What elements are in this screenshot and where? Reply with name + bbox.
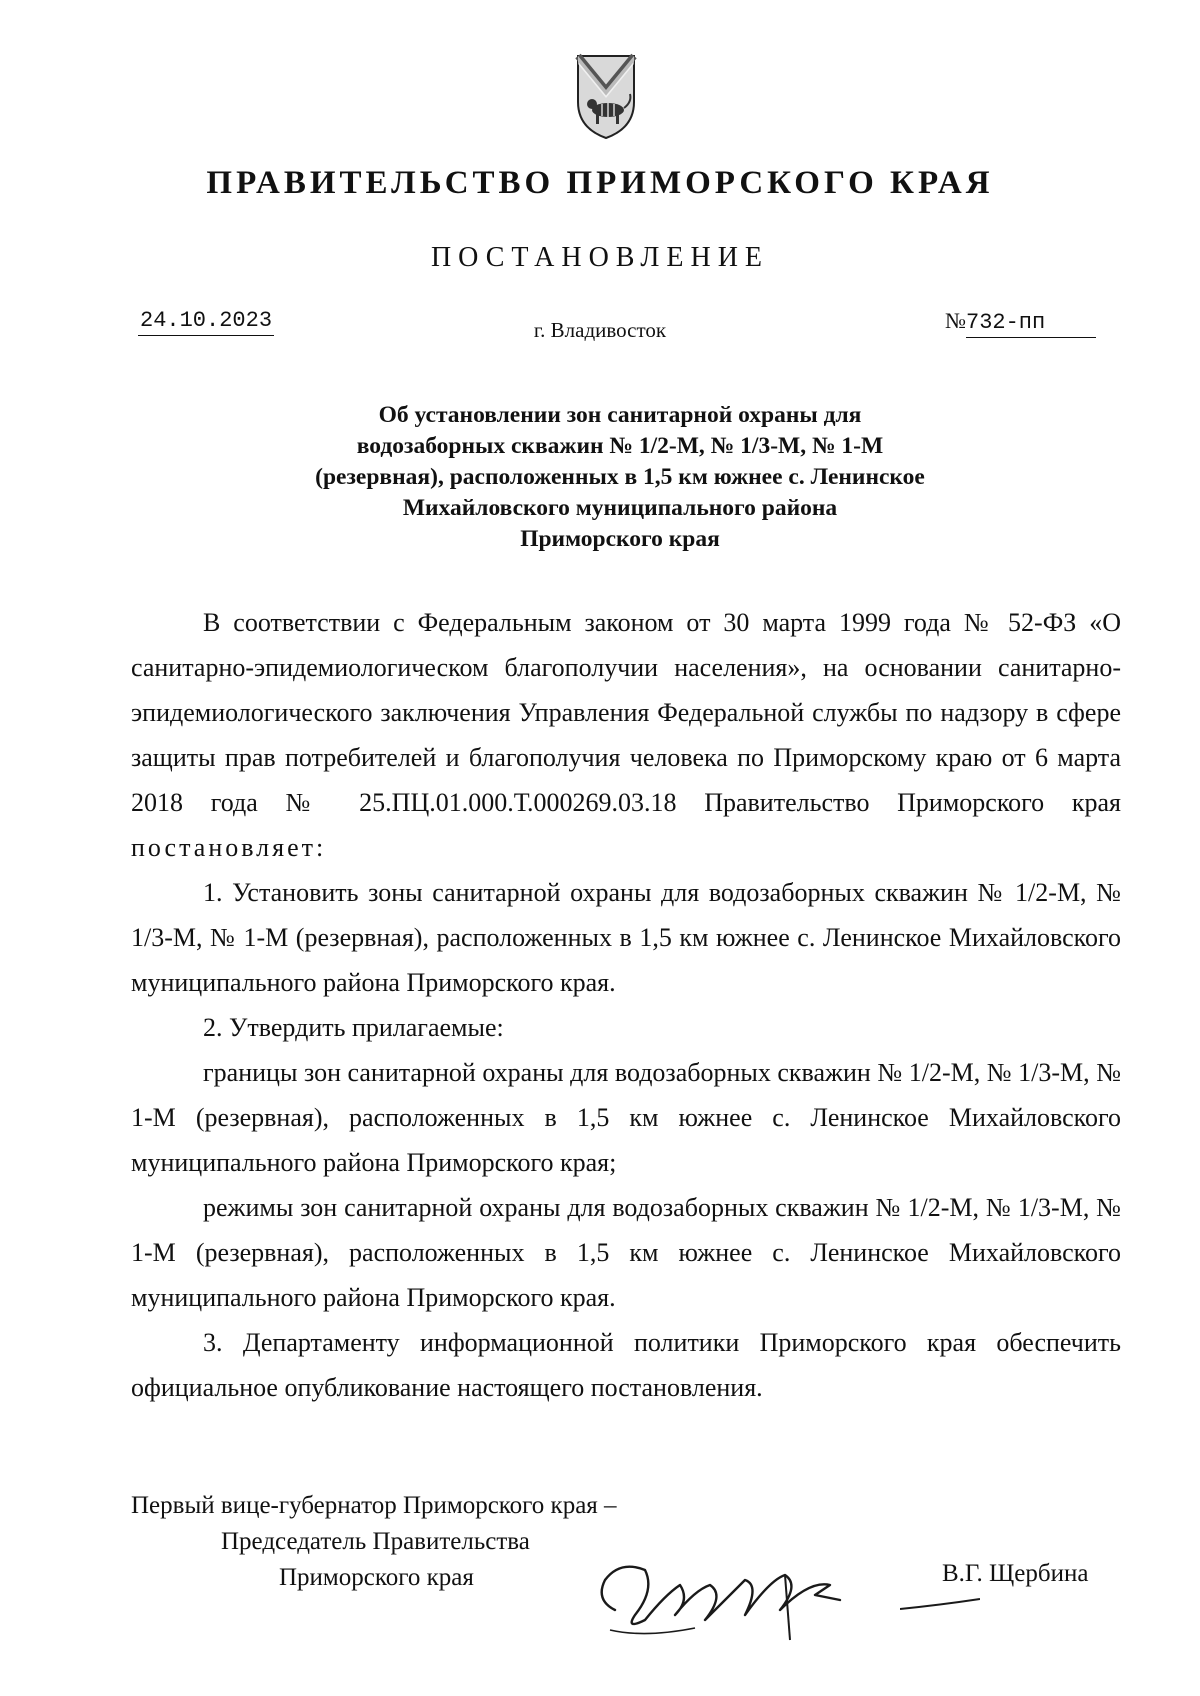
resolves-word: постановляет: bbox=[131, 833, 327, 862]
document-number bbox=[945, 308, 1096, 338]
item-2b: режимы зон санитарной охраны для водозаборных скважин № 1/2-М, № 1/3-М, № 1-М (резервная), расположенных в 1,5 км южнее с. Ленинское Михайловского муниципального района Приморского края. bbox=[131, 1193, 1121, 1312]
title-line: Об установлении зон санитарной охраны для bbox=[378, 402, 862, 428]
coat-of-arms-icon bbox=[572, 50, 640, 142]
item-2a: границы зон санитарной охраны для водозаборных скважин № 1/2-М, № 1/3-М, № 1-М (резервная), расположенных в 1,5 км южнее с. Ленинское Михайловского муниципального района Приморского края; bbox=[131, 1058, 1121, 1177]
title-line: Михайловского муниципального района bbox=[402, 495, 838, 521]
preamble-paragraph bbox=[131, 600, 1121, 870]
title-line: водозаборных скважин № 1/2-М, № 1/3-М, № 1-М bbox=[356, 433, 884, 459]
document-body bbox=[131, 600, 1121, 1410]
item-3: 3. Департаменту информационной политики Приморского края обеспечить официальное опубликование настоящего постановления. bbox=[131, 1328, 1121, 1402]
preamble-text: В соответствии с Федеральным законом от 30 марта 1999 года № 52-ФЗ «О санитарно-эпидемиологическом благополучии населения», на основании санитарно-эпидемиологического заключения Управления Федеральной службы по надзору в сфере защиты прав потребителей и благополучия человека по Приморскому краю от 6 марта 2018 года № 25.ПЦ.01.000.Т.000269.03.18 Правительство Приморского края bbox=[131, 608, 1121, 817]
item-2: 2. Утвердить прилагаемые: bbox=[203, 1013, 504, 1042]
signer-position-line: Первый вице-губернатор Приморского края – bbox=[131, 1492, 617, 1519]
signer-name: В.Г. Щербина bbox=[942, 1560, 1089, 1587]
signer-position-line: Приморского края bbox=[279, 1564, 474, 1591]
document-date: 24.10.2023 bbox=[138, 308, 274, 336]
number-value: 732-пп bbox=[966, 310, 1096, 338]
document-type: ПОСТАНОВЛЕНИЕ bbox=[430, 242, 770, 273]
signer-position bbox=[131, 1488, 617, 1596]
item-1: 1. Установить зоны санитарной охраны для водозаборных скважин № 1/2-М, № 1/3-М, № 1-М (резервная), расположенных в 1,5 км южнее с. Ленинское Михайловского муниципального района Приморского края. bbox=[131, 878, 1121, 997]
document-city: г. Владивосток bbox=[533, 318, 667, 342]
document-title bbox=[200, 400, 1040, 555]
handwritten-signature bbox=[585, 1540, 855, 1650]
organization-name: ПРАВИТЕЛЬСТВО ПРИМОРСКОГО КРАЯ bbox=[206, 165, 994, 201]
signer-position-line: Председатель Правительства bbox=[221, 1528, 530, 1555]
number-prefix: № bbox=[945, 308, 966, 333]
title-line: Приморского края bbox=[520, 526, 720, 552]
signature-flourish bbox=[900, 1595, 980, 1615]
title-line: (резервная), расположенных в 1,5 км южнее с. Ленинское bbox=[315, 464, 925, 490]
